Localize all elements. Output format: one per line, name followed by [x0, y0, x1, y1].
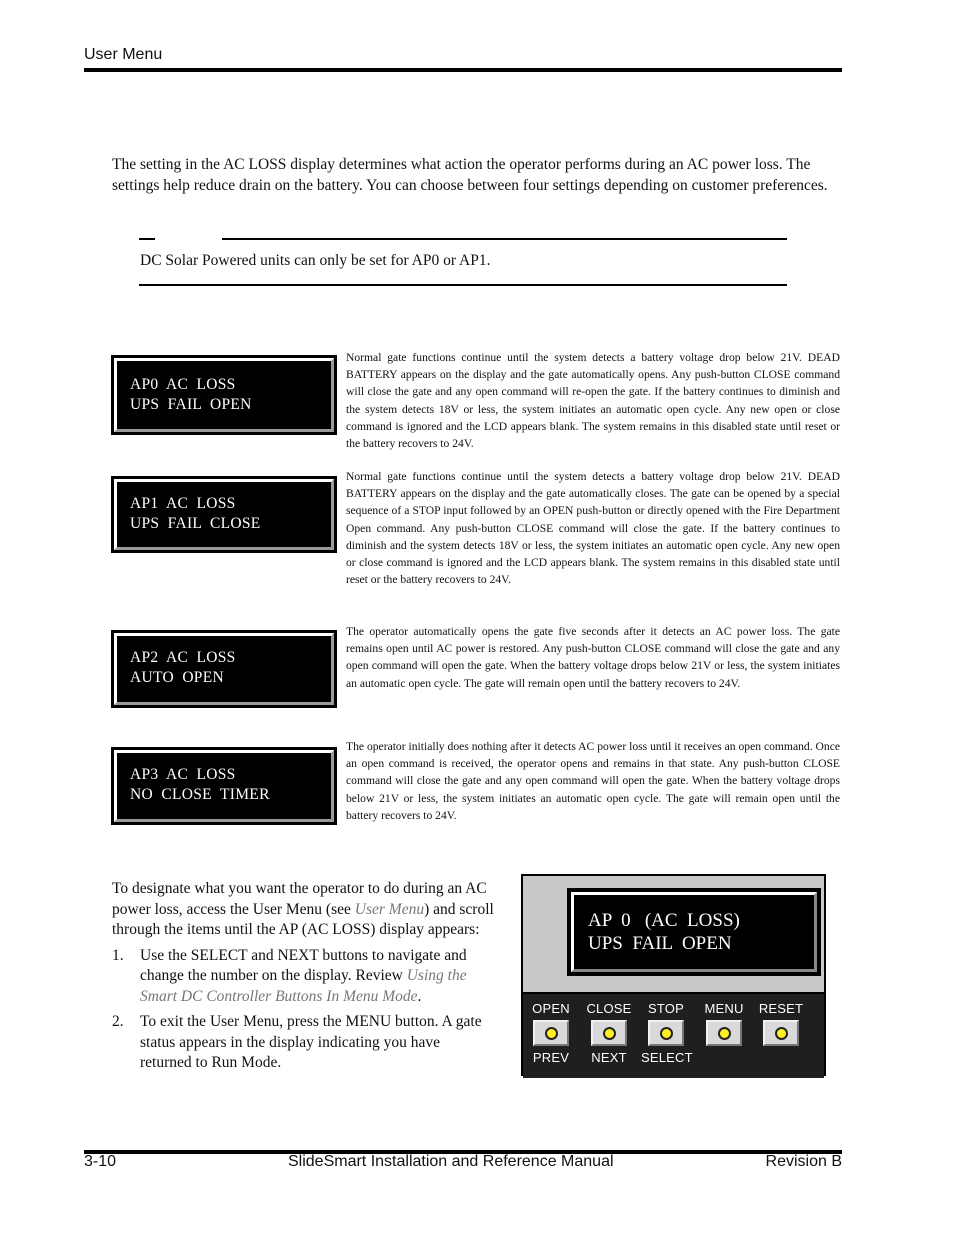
header-rule	[84, 68, 842, 72]
lcd-display-ap2	[111, 630, 337, 708]
open-prev-button-group	[526, 1001, 576, 1065]
led-indicator-icon	[660, 1027, 673, 1040]
lcd-line-2: UPS FAIL OPEN	[130, 396, 252, 413]
button-label-top: RESET	[758, 1001, 804, 1016]
controller-button-row	[523, 992, 824, 1078]
procedure-intro: To designate what you want the operator to do during an AC power loss, access the User Menu (see User Menu) and scroll through the items until the AP (AC LOSS) display appears:	[112, 880, 494, 938]
led-indicator-icon	[545, 1027, 558, 1040]
controller-panel-illustration	[521, 874, 826, 1076]
lcd-line-2: AUTO OPEN	[130, 669, 224, 686]
button-label-bottom: PREV	[532, 1050, 570, 1065]
button-label-top: OPEN	[532, 1001, 570, 1016]
button-label-top: MENU	[704, 1001, 744, 1016]
lcd-line-2: UPS FAIL OPEN	[588, 933, 732, 954]
note-text: DC Solar Powered units can only be set for AP0 or AP1.	[140, 252, 491, 269]
stop-select-button-group	[641, 1001, 691, 1065]
button-label-top: CLOSE	[586, 1001, 632, 1016]
reset-button-group	[756, 1001, 806, 1050]
lcd-line-1: AP3 AC LOSS	[130, 766, 236, 783]
controller-lcd	[567, 888, 821, 976]
close-next-button-group	[584, 1001, 634, 1065]
close-next-button	[591, 1020, 627, 1046]
note-rule-top	[222, 238, 787, 240]
button-label-bottom: NEXT	[591, 1050, 627, 1065]
lcd-display-ap0	[111, 355, 337, 435]
footer-title: SlideSmart Installation and Reference Manual	[288, 1153, 614, 1170]
menu-button	[706, 1020, 742, 1046]
procedure-section	[112, 879, 494, 1074]
lcd-line-2: UPS FAIL CLOSE	[130, 515, 261, 532]
lcd-line-1: AP0 AC LOSS	[130, 376, 236, 393]
led-indicator-icon	[603, 1027, 616, 1040]
lcd-line-1: AP2 AC LOSS	[130, 649, 236, 666]
setting-description-ap1: Normal gate functions continue until the system detects a battery voltage drop below 21V. DEAD BATTERY appears on the display and the gate automatically closes. The gate can be opened by a special sequence of a STOP input followed by an OPEN push-button or directly opened with the Fire Department Open command. Any push-button CLOSE command will close the gate. If the battery continues to diminish and the system detects 18V or less, the system initiates an automatic open cycle. Any new open or close command is ignored and the LCD appears blank. The system remains in this disabled state until reset or the battery recovers to 24V.	[346, 470, 840, 587]
lcd-display-ap1	[111, 476, 337, 553]
intro-paragraph: The setting in the AC LOSS display determines what action the operator performs during an AC power loss. The settings help reduce drain on the battery. You can choose between four settings depending on customer preferences.	[112, 156, 828, 194]
procedure-step: 2. To exit the User Menu, press the MENU button. A gate status appears in the display indicating you have returned to Run Mode.	[112, 1013, 482, 1071]
lcd-display-ap3	[111, 747, 337, 825]
stop-select-button	[648, 1020, 684, 1046]
button-label-top: STOP	[648, 1001, 684, 1016]
footer-revision: Revision B	[765, 1153, 842, 1170]
note-rule-bottom	[139, 284, 787, 286]
procedure-step: 1. Use the SELECT and NEXT buttons to navigate and change the number on the display. Review Using the Smart DC Controller Buttons In Menu Mode.	[112, 946, 467, 1005]
lcd-line-1: AP 0 (AC LOSS)	[588, 910, 740, 931]
cross-reference-link[interactable]: User Menu	[354, 900, 425, 918]
setting-description-ap3: The operator initially does nothing after it detects AC power loss until it receives an open command. Once an open command is received, the operator opens and remains in that state. Any push-button CLOSE command will close the gate and any open command will open the gate. When the battery voltage drops below 21V or less, the system initiates an automatic open cycle. The gate will remain open until the battery recovers to 24V.	[346, 740, 840, 822]
lcd-line-1: AP1 AC LOSS	[130, 495, 236, 512]
running-header: User Menu	[84, 46, 163, 63]
page-number: 3-10	[84, 1153, 117, 1170]
cross-reference-link[interactable]: Using the Smart DC Controller Buttons In Menu Mode	[140, 967, 467, 1005]
note-rule-left	[139, 238, 155, 240]
led-indicator-icon	[718, 1027, 731, 1040]
led-indicator-icon	[775, 1027, 788, 1040]
open-prev-button	[533, 1020, 569, 1046]
setting-description-ap2: The operator automatically opens the gate five seconds after it detects an AC power loss. The gate remains open until AC power is restored. Any push-button CLOSE command will close the gate and any open command will open the gate. When the battery voltage drops below 21V or less, the system initiates an automatic open cycle. The gate will remain open until the battery recovers to 24V.	[346, 625, 840, 690]
menu-button-group	[699, 1001, 749, 1050]
lcd-line-2: NO CLOSE TIMER	[130, 786, 270, 803]
reset-button	[763, 1020, 799, 1046]
button-label-bottom: SELECT	[641, 1050, 693, 1065]
setting-description-ap0: Normal gate functions continue until the system detects a battery voltage drop below 21V. DEAD BATTERY appears on the display and the gate automatically opens. Any push-button CLOSE command will close the gate and any open command will re-open the gate. If the battery continues to diminish and the system detects 18V or less, the system initiates an automatic open cycle. Any new open or close command is ignored and the LCD appears blank. The system remains in this disabled state until reset or the battery recovers to 24V.	[346, 351, 840, 451]
